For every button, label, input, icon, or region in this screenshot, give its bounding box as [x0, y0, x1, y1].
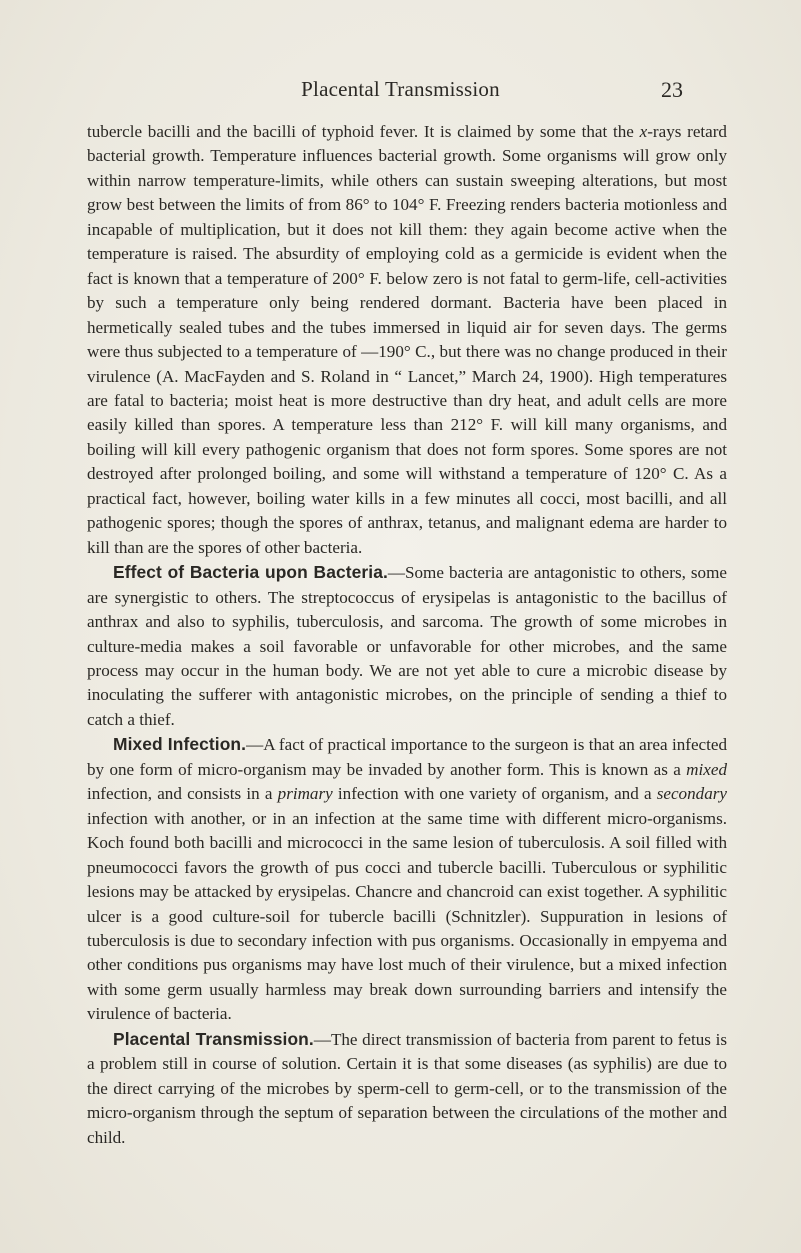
text-run: —A fact of practical importance to the surgeon is that an area infected by one form of micro-organism may be invaded by another form. This is known as a: [87, 735, 727, 779]
paragraph: [87, 560, 727, 732]
paragraph: [87, 1027, 727, 1150]
text-run: —Some bacteria are antagonistic to others, some are synergistic to others. The streptococcus of erysipelas is antagonistic to the bacillus of anthrax and also to syphilis, tuberculosis, and sarcoma. The growth of some microbes in culture-media makes a soil favorable or unfavorable for other microbes, and the same process may occur in the human body. We are not yet able to cure a microbic disease by inoculating the sufferer with antagonistic microbes, on the principle of sending a thief to catch a thief.: [87, 563, 727, 729]
running-head: [0, 76, 801, 106]
page-number: 23: [661, 77, 683, 102]
section-heading: Mixed Infection.: [113, 734, 247, 755]
section-heading: Placental Transmission.: [113, 1028, 314, 1049]
body-text: [87, 120, 727, 1150]
paragraph: [87, 120, 727, 560]
text-run: —The direct transmission of bacteria from parent to fetus is a problem still in course of solution. Certain it is that some diseases (as syphilis) are due to the direct carrying of the microbes by sperm-cell to germ-cell, or to the transmission of the micro-organism through the septum of separation between the circulations of the mother and child.: [87, 1029, 727, 1147]
text-run: tubercle bacilli and the bacilli of typhoid fever. It is claimed by some that the: [87, 122, 640, 141]
section-heading: Effect of Bacteria upon Bacteria.: [113, 562, 388, 583]
text-run: infection with one variety of organism, and a: [332, 784, 657, 804]
italic-text: mixed: [686, 759, 727, 779]
text-run: infection with another, or in an infection at the same time with different micro-organisms. Koch found both bacilli and micrococci in the same lesion of tuberculosis. A soil filled with pneumococci favors the growth of pus cocci and tubercle bacilli. Tuberculous or syphilitic lesions may be attacked by erysipelas. Chancre and chancroid can exist together. A syphilitic ulcer is a good culture-soil for tubercle bacilli (Schnitzler). Suppuration in lesions of tuberculosis is due to secondary infection with pus organisms. Occasionally in empyema and other conditions pus organisms may have lost much of their virulence, but a mixed infection with some germ usually harmless may break down surrounding barriers and intensify the virulence of bacteria.: [87, 808, 727, 1024]
italic-text: primary: [277, 784, 333, 804]
running-head-title: Placental Transmission: [301, 77, 500, 101]
text-run: infection, and consists in a: [87, 784, 278, 804]
text-run: -rays retard bacterial growth. Temperature influences bacterial growth. Some organisms will grow only within narrow temperature-limits, while others can sustain sweeping alterations, but most grow best between the limits of from 86° to 104° F. Freezing renders bacteria motionless and incapable of multiplication, but it does not kill them: they again become active when the temperature is raised. The absurdity of employing cold as a germicide is evident when the fact is known that a temperature of 200° F. below zero is not fatal to germ-life, cell-activities by such a temperature only being rendered dormant. Bacteria have been placed in hermetically sealed tubes and the tubes immersed in liquid air for seven days. The germs were thus subjected to a temperature of —190° C., but there was no change produced in their virulence (A. MacFayden and S. Roland in “ Lancet,” March 24, 1900). High temperatures are fatal to bacteria; moist heat is more destructive than dry heat, and adult cells are more easily killed than spores. A temperature less than 212° F. will kill many organisms, and boiling will kill every pathogenic organism that does not form spores. Some spores are not destroyed after prolonged boiling, and some will withstand a temperature of 120° C. As a practical fact, however, boiling water kills in a few minutes all cocci, most bacilli, and all pathogenic spores; though the spores of anthrax, tetanus, and malignant edema are harder to kill than are the spores of other bacteria.: [87, 122, 727, 557]
italic-text: secondary: [656, 784, 727, 804]
paragraph: [87, 732, 727, 1026]
italic-text: x: [639, 122, 648, 141]
